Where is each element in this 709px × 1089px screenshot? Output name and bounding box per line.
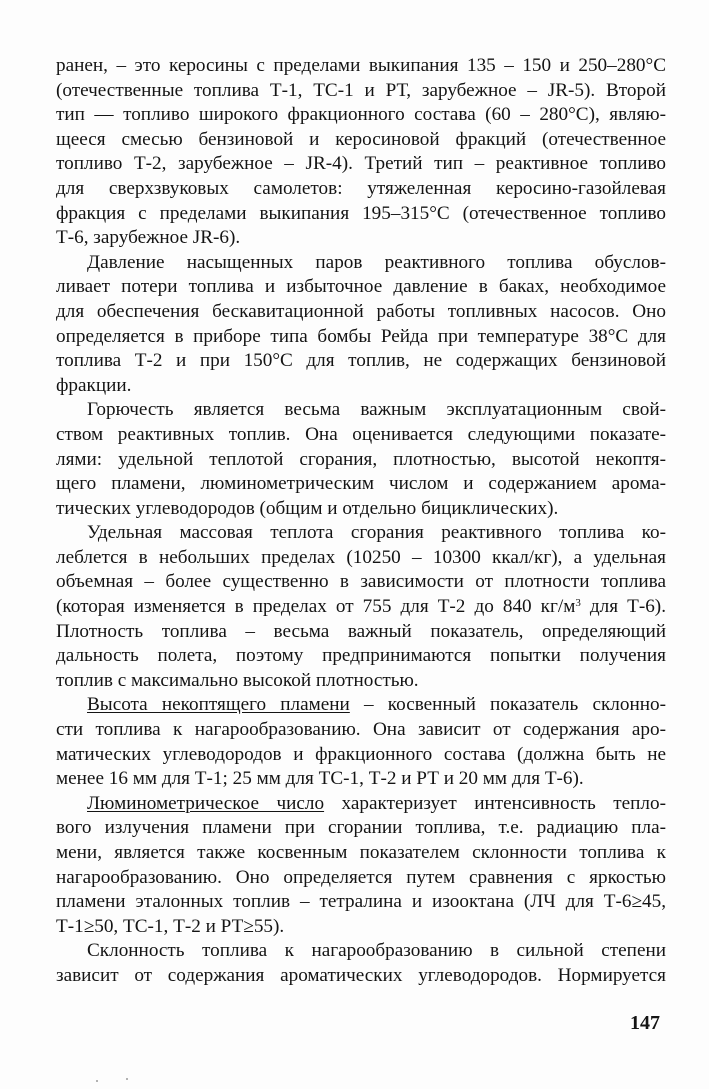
term-luminometer-number: Люминометрическое число [87, 792, 325, 814]
text-line: (отечественные топлива Т-1, ТС-1 и РТ, зарубежное – JR-5). Второй [56, 79, 666, 101]
text-line: для обеспечения бескавитационной работы топливных насосов. Оно [56, 300, 666, 322]
text-line: щего пламени, люминометрическим числом и содержанием арома- [56, 473, 666, 495]
paragraph-combustibility [56, 398, 666, 521]
text-line: пламени эталонных топлив – тетралина и изооктана (ЛЧ для Т-6≥45, [56, 891, 666, 913]
text-line: Т-1≥50, ТС-1, Т-2 и РТ≥55). [56, 915, 285, 937]
paragraph-jet-fuel-types [56, 54, 666, 251]
text-line: Давление насыщенных паров реактивного топлива обуслов- [87, 251, 666, 273]
text-line: ливает потери топлива и избыточное давление в баках, необходимое [56, 276, 666, 298]
paragraph-luminometer-number [56, 792, 666, 940]
text-line: вого излучения пламени при сгорании топлива, т.е. радиацию пла- [56, 817, 666, 839]
superscript-cubed: 3 [575, 597, 581, 610]
text-line: фракция с пределами выкипания 195–315°C (отечественное топливо [56, 202, 666, 224]
paragraph-smoke-point [56, 693, 666, 791]
text-line [56, 792, 666, 817]
text-line: тических углеводородов (общим и отдельно бициклических). [56, 497, 559, 519]
text-line: сти топлива к нагарообразованию. Она зависит от содержания аро- [56, 719, 666, 741]
text-line: ством реактивных топлив. Она оценивается следующими показате- [56, 423, 666, 445]
text-fragment: характеризует интенсивность тепло- [324, 792, 666, 814]
text-line: объемная – более существенно в зависимости от плотности топлива [56, 571, 666, 593]
text-line: мени, является также косвенным показателем склонности топлива к [56, 842, 666, 863]
text-line: дальность полета, поэтому предпринимаются попытки получения [56, 645, 666, 667]
text-line: Склонность топлива к нагарообразованию в сильной степени [87, 940, 666, 962]
text-fragment: для Т-6). [580, 596, 666, 618]
text-line: топлива Т-2 и при 150°C для топлив, не содержащих бензиновой [56, 350, 666, 372]
term-smoke-point: Высота некоптящего пламени [87, 694, 350, 716]
text-fragment: – косвенный показатель склонно- [349, 694, 666, 716]
text-line: щееся смесью бензиновой и керосиновой фракций (отечественное [56, 128, 666, 150]
text-line: матических углеводородов и фракционного состава (должна быть не [56, 743, 666, 765]
paragraph-heat-of-combustion [56, 521, 666, 693]
text-line: топлив с максимально высокой плотностью. [56, 669, 419, 691]
paragraph-carbon-deposit [56, 939, 666, 988]
text-line: Удельная массовая теплота сгорания реактивного топлива ко- [87, 522, 666, 544]
text-line [56, 595, 666, 620]
scan-speck [96, 1080, 98, 1082]
body-text [56, 54, 666, 989]
text-line: Плотность топлива – весьма важный показатель, определяющий [56, 620, 666, 642]
text-line [56, 693, 666, 718]
scan-speck [126, 1078, 128, 1080]
text-line: менее 16 мм для Т-1; 25 мм для ТС-1, Т-2 и РТ и 20 мм для Т-6). [56, 768, 584, 790]
paragraph-vapor-pressure [56, 251, 666, 399]
text-fragment: (которая изменяется в пределах от 755 для Т-2 до 840 кг/м [56, 596, 576, 618]
text-line: для сверхзвуковых самолетов: утяжеленная керосино-газойлевая [56, 177, 666, 199]
text-line: Т-6, зарубежное JR-6). [56, 227, 241, 249]
page-number: 147 [630, 1012, 660, 1034]
text-line: тип — топливо широкого фракционного состава (60 – 280°C), являю- [56, 104, 666, 126]
text-line: нагарообразованию. Оно определяется путем сравнения с яркостью [56, 866, 666, 888]
text-line: топливо Т-2, зарубежное – JR-4). Третий тип – реактивное топливо [56, 153, 666, 175]
text-line: фракции. [56, 374, 132, 396]
text-line: ранен, – это керосины с пределами выкипания 135 – 150 и 250–280°C [56, 55, 666, 76]
text-line: Горючесть является весьма важным эксплуатационным свой- [87, 399, 666, 421]
text-line: леблется в небольших пределах (10250 – 10300 ккал/кг), а удельная [56, 546, 666, 568]
text-line: определяется в приборе типа бомбы Рейда при температуре 38°C для [56, 325, 666, 347]
text-line: зависит от содержания ароматических углеводородов. Нормируется [56, 964, 666, 986]
text-line: лями: удельной теплотой сгорания, плотностью, высотой некоптя- [56, 448, 666, 470]
